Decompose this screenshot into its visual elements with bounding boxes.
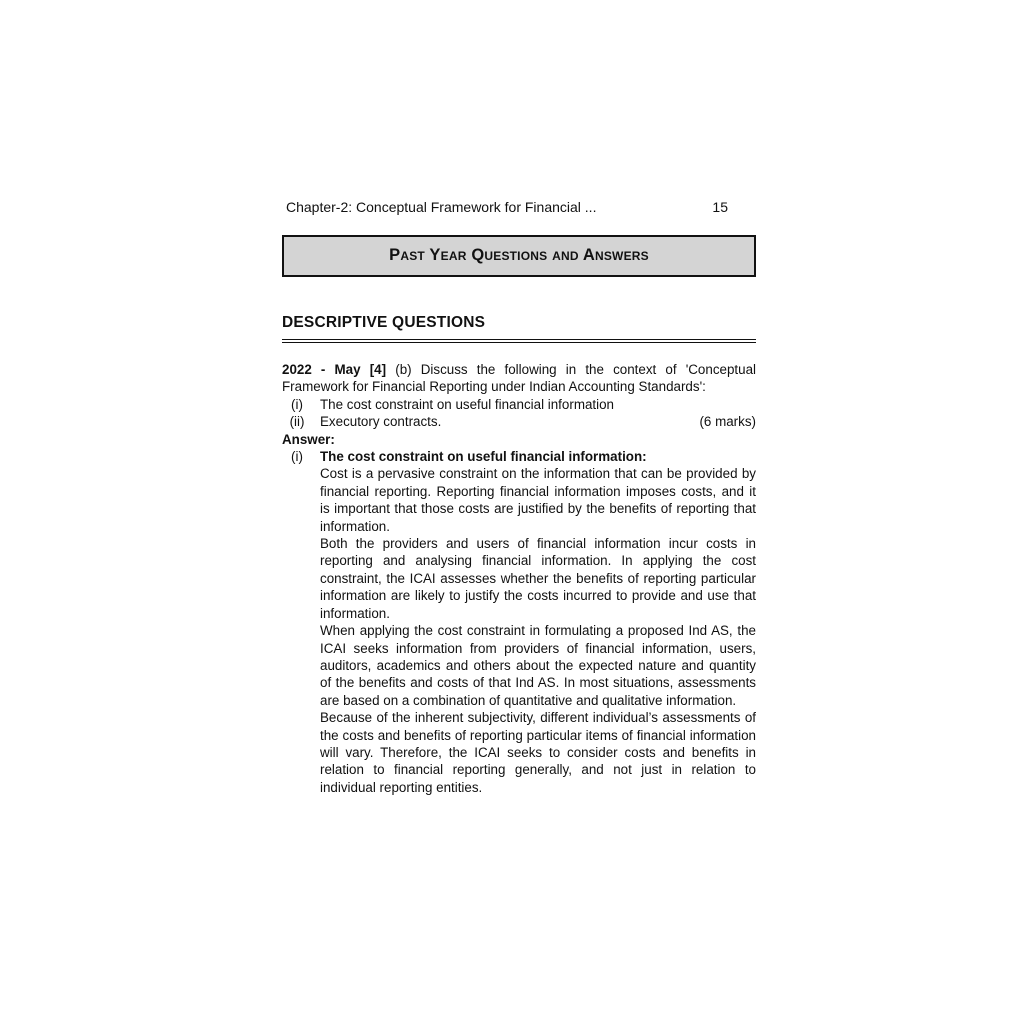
answer-item-marker: (i) xyxy=(291,449,303,465)
chapter-title: Chapter-2: Conceptual Framework for Financial ... xyxy=(286,199,597,215)
page-number: 15 xyxy=(712,199,728,215)
question-item-1 xyxy=(282,396,756,413)
section-heading: DESCRIPTIVE QUESTIONS xyxy=(282,314,486,331)
answer-paragraph: Cost is a pervasive constraint on the information that can be provided by financial reporting. Reporting financial information imposes costs, and it is important that those costs are justified by the benefits of reporting that information. xyxy=(320,466,756,534)
past-year-title-box xyxy=(282,235,756,277)
answer-paragraph: When applying the cost constraint in formulating a proposed Ind AS, the ICAI seeks information from providers of financial information, users, auditors, academics and others about the expected nature and quantity of the benefits and costs of that Ind AS. In most situations, assessments are based on a combination of quantitative and qualitative information. xyxy=(320,623,756,708)
question-text: (b) Discuss the following in the context of 'Conceptual Framework for Financial Reporting under Indian Accounting Standards': xyxy=(282,362,756,395)
answer-paragraph: Both the providers and users of financial information incur costs in reporting and analysing financial information. In applying the cost constraint, the ICAI assesses whether the benefits of reporting particular information are likely to justify the costs incurred to provide and use that information. xyxy=(320,536,756,621)
question-reference: 2022 - May [4] xyxy=(282,362,387,377)
marks-label: (6 marks) xyxy=(699,414,756,430)
question-item-marker: (ii) xyxy=(289,414,305,430)
answer-block xyxy=(282,448,756,796)
running-header xyxy=(282,198,756,216)
question-item-text: The cost constraint on useful financial information xyxy=(320,396,615,412)
book-page xyxy=(282,198,756,796)
question-item-text: Executory contracts. xyxy=(320,414,442,430)
answer-paragraph: Because of the inherent subjectivity, different individual’s assessments of the costs and benefits of reporting particular items of financial information will vary. Therefore, the ICAI seeks to consider costs and benefits in relation to financial reporting generally, and not just in relation to individual reporting entities. xyxy=(320,710,756,795)
double-rule-divider xyxy=(282,339,756,343)
answer-heading: The cost constraint on useful financial information: xyxy=(320,449,647,465)
past-year-title: Past Year Questions and Answers xyxy=(389,246,649,265)
question-item-2 xyxy=(282,413,756,430)
question-item-marker: (i) xyxy=(291,396,303,412)
answer-label: Answer: xyxy=(282,431,335,447)
question-block xyxy=(282,361,756,396)
